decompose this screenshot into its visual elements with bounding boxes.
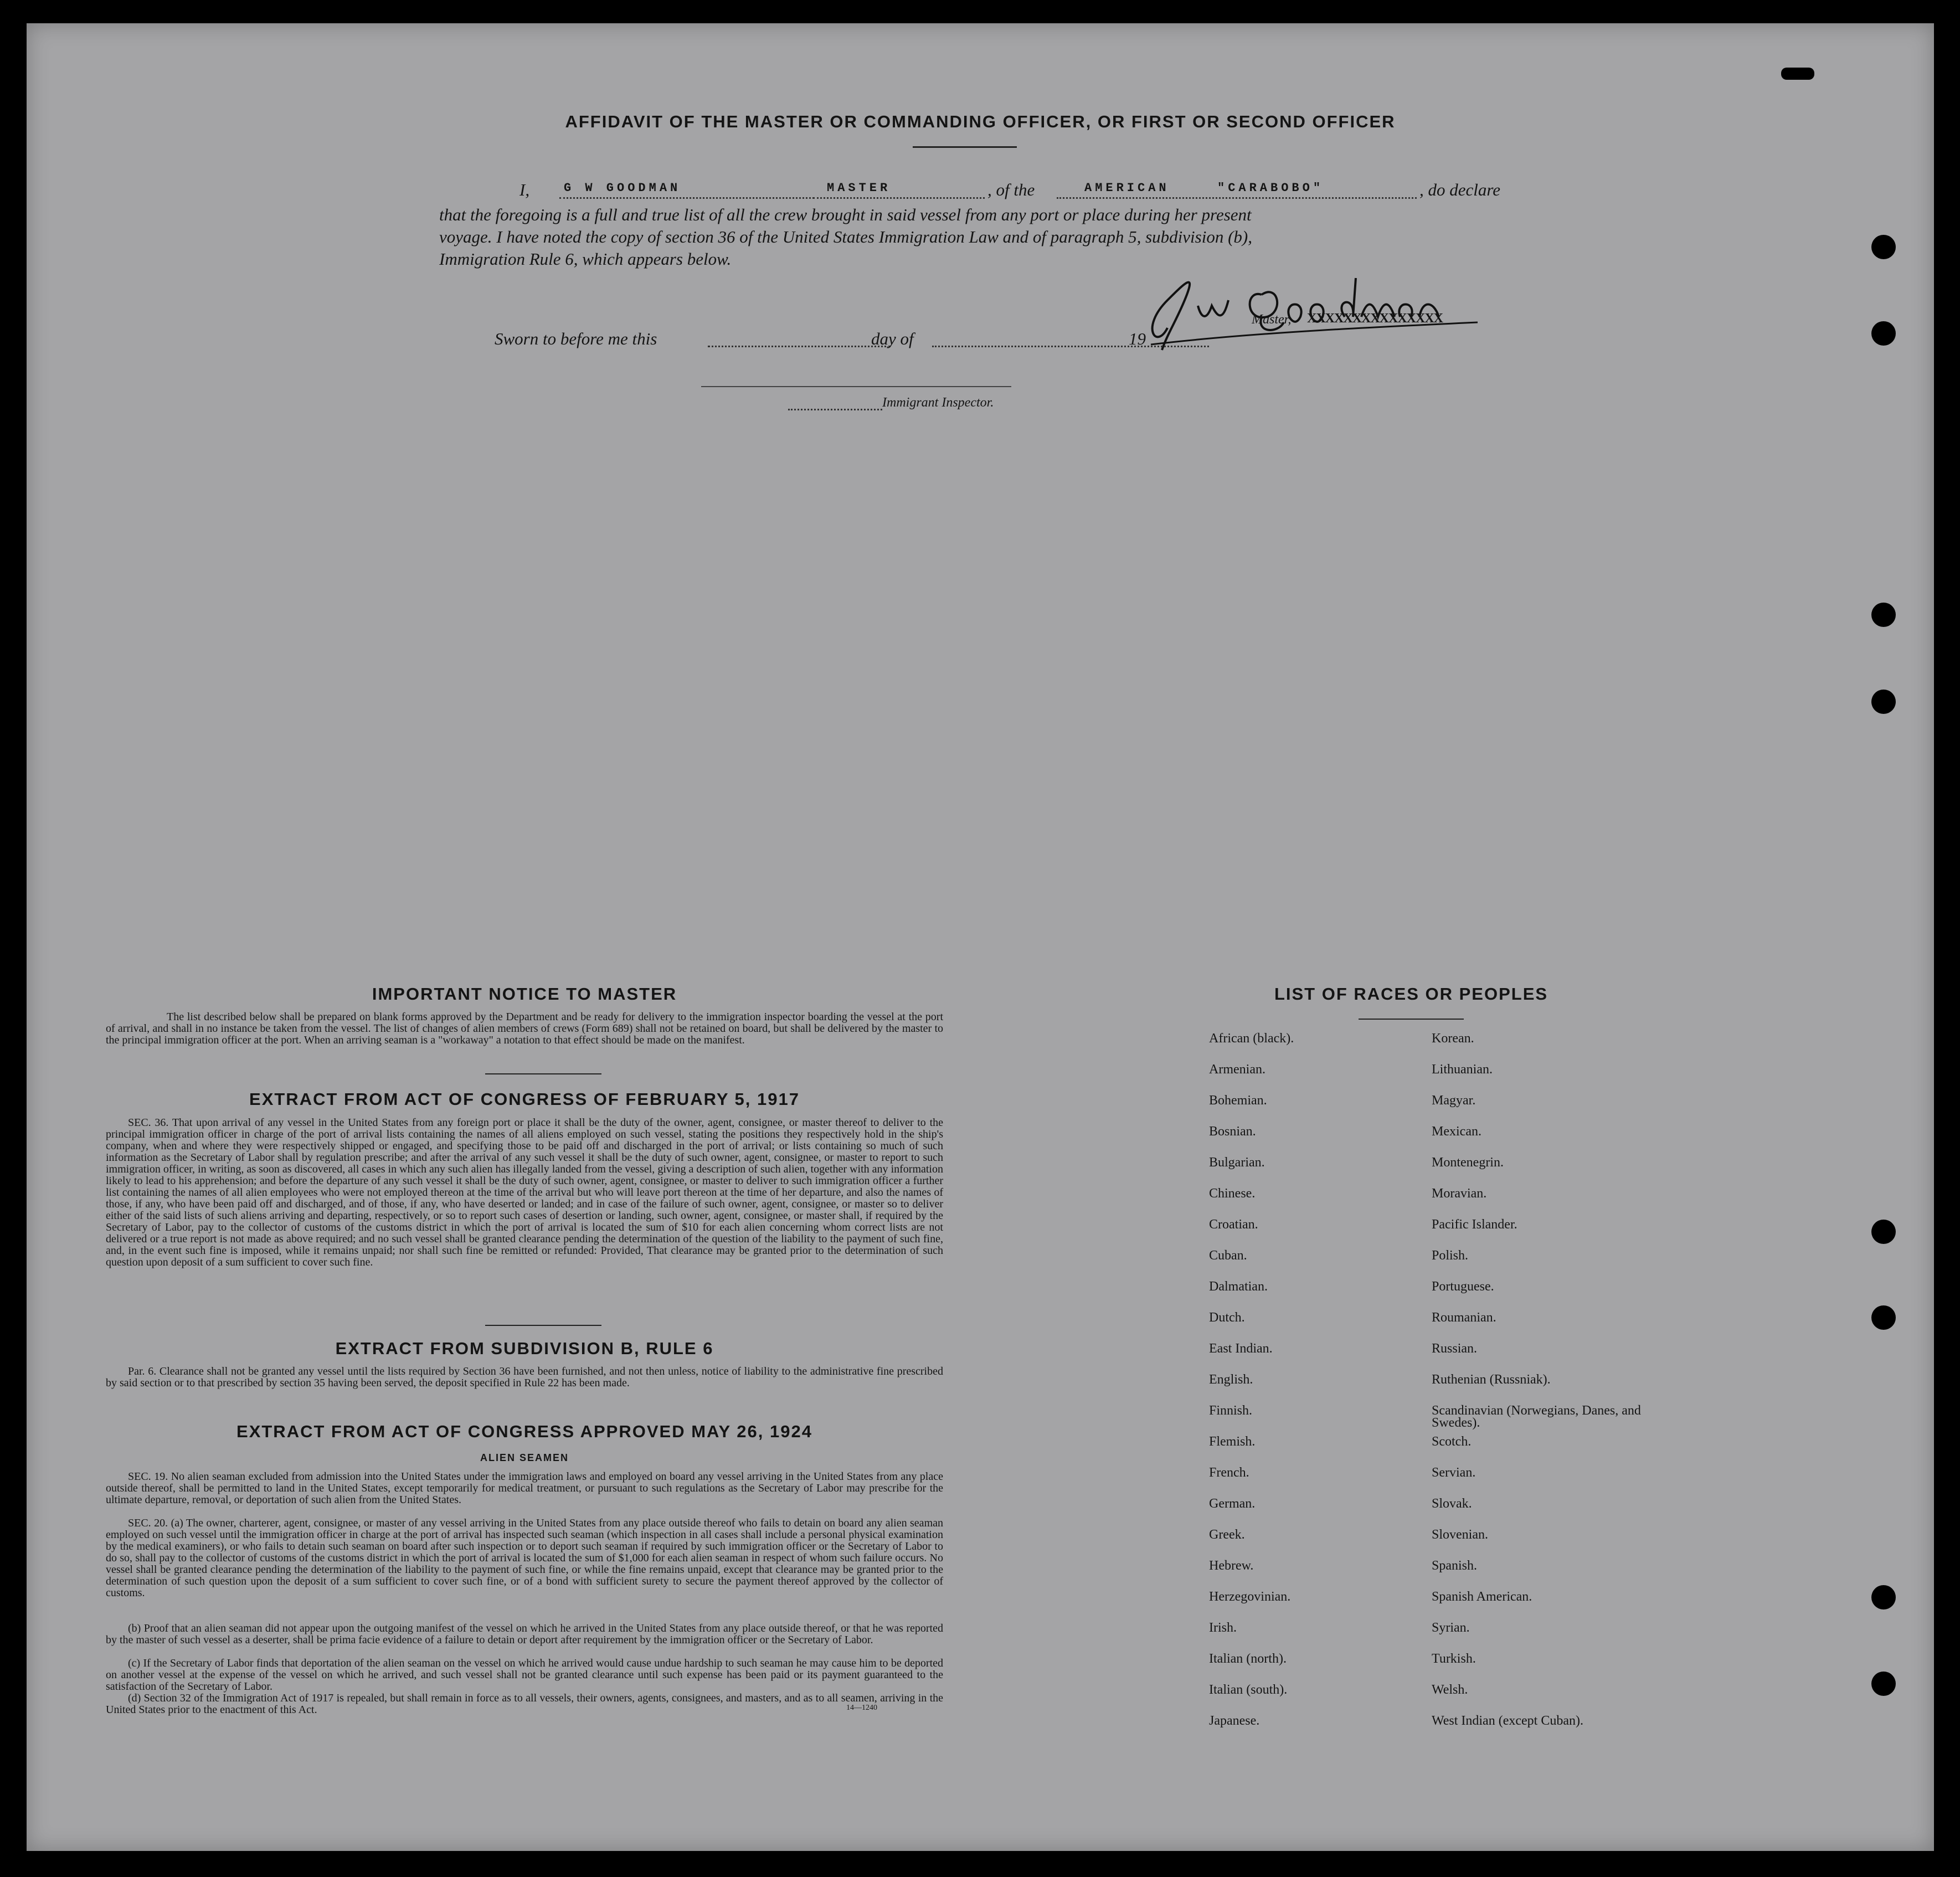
race-item: Spanish. [1432, 1559, 1478, 1573]
race-item: Welsh. [1432, 1683, 1468, 1697]
race-item: Turkish. [1432, 1652, 1476, 1666]
race-item: German. [1209, 1497, 1256, 1511]
race-item: Servian. [1432, 1465, 1476, 1480]
of-the-label: , of the [987, 180, 1035, 199]
year-label: 19 [1129, 329, 1146, 348]
race-item: Bulgarian. [1209, 1155, 1265, 1170]
race-item: Irish. [1209, 1621, 1237, 1635]
master-name: G W GOODMAN [564, 181, 681, 195]
dotted-line [932, 346, 1209, 347]
inspector-label: Immigrant Inspector. [882, 395, 994, 410]
notice-title: IMPORTANT NOTICE TO MASTER [372, 984, 677, 1004]
race-item: Ruthenian (Russniak). [1432, 1372, 1551, 1387]
race-item: Syrian. [1432, 1621, 1470, 1635]
extract-1924-p3: (b) Proof that an alien seaman did not appear upon the outgoing manifest of the vessel on which he arrived in the United States from any place outside thereof, or that he was reported by the master of such vessel as a deserter, shall be prima facie evidence of a failure to detain or deport after requirement by the immigration officer or the Secretary of Labor. [106, 1622, 943, 1646]
race-item: Armenian. [1209, 1062, 1265, 1077]
extract-1924-p4: (c) If the Secretary of Labor finds that deportation of the alien seaman on the vessel on which he arrived would cause undue hardship to such seaman he may cause him to be deported on another vessel at the expense of the vessel on which he arrived, and such vessel shall not be granted clearance until such expense has been paid or its payment guaranteed to the satisfaction of the Secretary of Labor. [106, 1657, 943, 1693]
do-declare-label: , do declare [1419, 180, 1501, 199]
race-item: Roumanian. [1432, 1310, 1496, 1325]
extract-rule6-text: Par. 6. Clearance shall not be granted any vessel until the lists required by Section 36 have been furnished, and not then unless, notice of liability to the administrative fine prescribed by said section or to that prescribed by section 35 having been served, the deposit specified in Rule 22 has been made. [106, 1365, 943, 1389]
race-item: Cuban. [1209, 1248, 1247, 1263]
extract-1917-text: SEC. 36. That upon arrival of any vessel in the United States from any foreign port or place it shall be the duty of the owner, agent, consignee, or master thereof to deliver to the principal immigration officer in charge of the port of arrival lists containing the names of all aliens employed on such vessel, stating the positions they respectively hold in the ship's company, when and where they were respectively shipped or engaged, and specifying those to be paid off and discharged in the port of arrival; or lists containing so much of such information as the Secretary of Labor shall by regulation prescribe; and after the arrival of any such vessel it shall be the duty of such owner, agent, consignee, or master to report to such immigration officer, in writing, as soon as discovered, all cases in which any such alien has illegally landed from the vessel, giving a description of such alien, together with any information likely to lead to his apprehension; and before the departure of any such vessel it shall be the duty of such owner, agent, consignee, or master to deliver to such immigration officer a further list containing the names of all alien employees who were not employed thereon at the time of the arrival but who will leave port thereon at the time of her departure, and also the names of those, if any, who have been paid off and discharged, and of those, if any, who have deserted or landed; and in case of the failure of such owner, agent, consignee, or master so to deliver either of the said lists of such aliens arriving and departing, respectively, or so to report such cases of desertion or landing, such owner, agent, consignee, or master shall, if required by the Secretary of Labor, pay to the collector of customs of the customs district in which the port of arrival is located the sum of $10 for each alien concerning whom correct lists are not delivered or a true report is not made as above required; and no such vessel shall be granted clearance pending the determination of the question of the liability to the payment of such fine, and, in the event such fine is imposed, while it remains unpaid; nor shall such fine be remitted or refunded: Provided, That clearance may be granted prior to the determination of such question upon deposit of a sum sufficient to cover such fine. [106, 1117, 943, 1268]
affidavit-line4: Immigration Rule 6, which appears below. [439, 249, 732, 269]
race-item: Herzegovinian. [1209, 1590, 1291, 1604]
binder-hole [1871, 1585, 1896, 1609]
binder-hole [1871, 690, 1896, 714]
race-item: Chinese. [1209, 1186, 1256, 1201]
affidavit-line1 [495, 180, 1525, 202]
race-item: Moravian. [1432, 1186, 1487, 1201]
race-item: Flemish. [1209, 1434, 1256, 1449]
extract-1924-p1: SEC. 19. No alien seaman excluded from admission into the United States under the immigration laws and employed on board any vessel arriving in the United States from any place outside thereof, shall be permitted to land in the United States, except temporarily for medical treatment, or pursuant to such regulations as the Secretary of Labor may prescribe for the ultimate departure, removal, or deportation of such alien from the United States. [106, 1470, 943, 1506]
race-item: Japanese. [1209, 1714, 1260, 1728]
race-item: Russian. [1432, 1341, 1478, 1356]
race-item: Korean. [1432, 1031, 1474, 1046]
race-item: West Indian (except Cuban). [1432, 1714, 1583, 1728]
divider [485, 1073, 601, 1074]
binder-hole [1871, 321, 1896, 346]
race-item: Bohemian. [1209, 1093, 1267, 1108]
race-item: Lithuanian. [1432, 1062, 1493, 1077]
extract-1917-title: EXTRACT FROM ACT OF CONGRESS OF FEBRUARY 5, 1917 [249, 1089, 800, 1109]
race-item: Slovak. [1432, 1497, 1472, 1511]
struck-text: XXXXXXXXXXXXXXX [1307, 311, 1443, 326]
race-item: French. [1209, 1465, 1249, 1480]
dotted-line [708, 346, 891, 347]
race-item: Scandinavian (Norwegians, Danes, and Swedes). [1432, 1403, 1641, 1430]
race-item: Finnish. [1209, 1403, 1253, 1418]
race-item: Dutch. [1209, 1310, 1245, 1325]
affidavit-line3: voyage. I have noted the copy of section 36 of the United States Immigration Law and of paragraph 5, subdivision (b), [439, 227, 1252, 246]
affidavit-title: AFFIDAVIT OF THE MASTER OR COMMANDING OFFICER, OR FIRST OR SECOND OFFICER [565, 112, 1396, 131]
inspector-signature-line [701, 386, 1011, 387]
binder-hole [1871, 1672, 1896, 1696]
races-title: LIST OF RACES OR PEOPLES [1274, 984, 1549, 1004]
race-item: Bosnian. [1209, 1124, 1256, 1139]
notice-text: The list described below shall be prepared on blank forms approved by the Department and be ready for delivery to the immigration inspector boarding the vessel at the port of arrival, and shall in no instance be taken from the vessel. The list of changes of alien members of crews (Form 689) shall not be retained on board, but shall be delivered by the master to the principal immigration officer at the port. When an arriving seaman is a "workaway" a notation to that effect should be made on the manifest. [106, 1011, 943, 1046]
binder-hole [1871, 1220, 1896, 1244]
master-label: Master, [1252, 312, 1292, 327]
dotted-line [788, 409, 882, 410]
race-item: Italian (north). [1209, 1652, 1287, 1666]
extract-1924-title: EXTRACT FROM ACT OF CONGRESS APPROVED MAY 26, 1924 [236, 1422, 812, 1441]
dotted-line [559, 197, 814, 199]
extract-rule6-title: EXTRACT FROM SUBDIVISION B, RULE 6 [335, 1339, 714, 1358]
divider [1359, 1019, 1464, 1020]
race-item: Dalmatian. [1209, 1279, 1268, 1294]
sworn-label: Sworn to before me this [495, 329, 657, 348]
form-number: 14—1240 [846, 1704, 877, 1712]
title-divider [913, 146, 1017, 148]
race-item: Montenegrin. [1432, 1155, 1504, 1170]
vessel-name: "CARABOBO" [1217, 181, 1324, 195]
affidavit-line2: that the foregoing is a full and true list of all the crew brought in said vessel from any port or place during her present [439, 205, 1252, 224]
binder-hole [1871, 603, 1896, 627]
race-item: Greek. [1209, 1528, 1245, 1542]
vessel-nationality: AMERICAN [1084, 181, 1170, 195]
race-item: Slovenian. [1432, 1528, 1488, 1542]
race-item: African (black). [1209, 1031, 1294, 1046]
race-item: Croatian. [1209, 1217, 1258, 1232]
binder-hole [1871, 1305, 1896, 1330]
race-item: Mexican. [1432, 1124, 1481, 1139]
extract-1924-p5: (d) Section 32 of the Immigration Act of 1917 is repealed, but shall remain in force as to all vessels, their owners, agents, consignees, and masters, and as to all seamen, arriving in the United States prior to the enactment of this Act. [106, 1692, 943, 1716]
race-item: Scotch. [1432, 1434, 1472, 1449]
alien-seamen-subtitle: ALIEN SEAMEN [480, 1452, 569, 1463]
signature [1134, 261, 1489, 356]
race-item: East Indian. [1209, 1341, 1273, 1356]
dotted-line [813, 197, 985, 199]
race-item: Portuguese. [1432, 1279, 1494, 1294]
master-rank: MASTER [827, 181, 891, 195]
race-item: Hebrew. [1209, 1559, 1254, 1573]
i-label: I, [519, 180, 530, 199]
race-item: Pacific Islander. [1432, 1217, 1517, 1232]
divider [485, 1325, 601, 1326]
race-item: Spanish American. [1432, 1590, 1532, 1604]
day-of-label: day of [871, 329, 914, 348]
binder-hole [1871, 235, 1896, 259]
dotted-line [1057, 197, 1417, 199]
race-item: Polish. [1432, 1248, 1469, 1263]
race-item: Italian (south). [1209, 1683, 1288, 1697]
race-item: Magyar. [1432, 1093, 1476, 1108]
ink-mark [1781, 68, 1814, 80]
extract-1924-p2: SEC. 20. (a) The owner, charterer, agent, consignee, or master of any vessel arriving in the United States from any place outside thereof who fails to detain on board any alien seaman employed on such vessel until the immigration officer in charge at the port of arrival has inspected such seaman (which inspection in all cases shall include a personal physical examination by the medical examiners), or who fails to detain such seaman on board after such inspection or to deport such seaman if required by such immigration officer or the Secretary of Labor to do so, shall pay to the collector of customs of the customs district in which the port of arrival is located the sum of $1,000 for each alien seaman in respect of whom such failure occurs. No vessel shall be granted clearance pending the determination of the liability to the payment of such fine, or while the fine remains unpaid, except that clearance may be granted prior to the determination of such question upon the deposit of a sum sufficient to cover such fine, or of a bond with sufficient surety to secure the payment thereof approved by the collector of customs. [106, 1517, 943, 1599]
race-item: English. [1209, 1372, 1253, 1387]
document-sheet [27, 23, 1934, 1851]
